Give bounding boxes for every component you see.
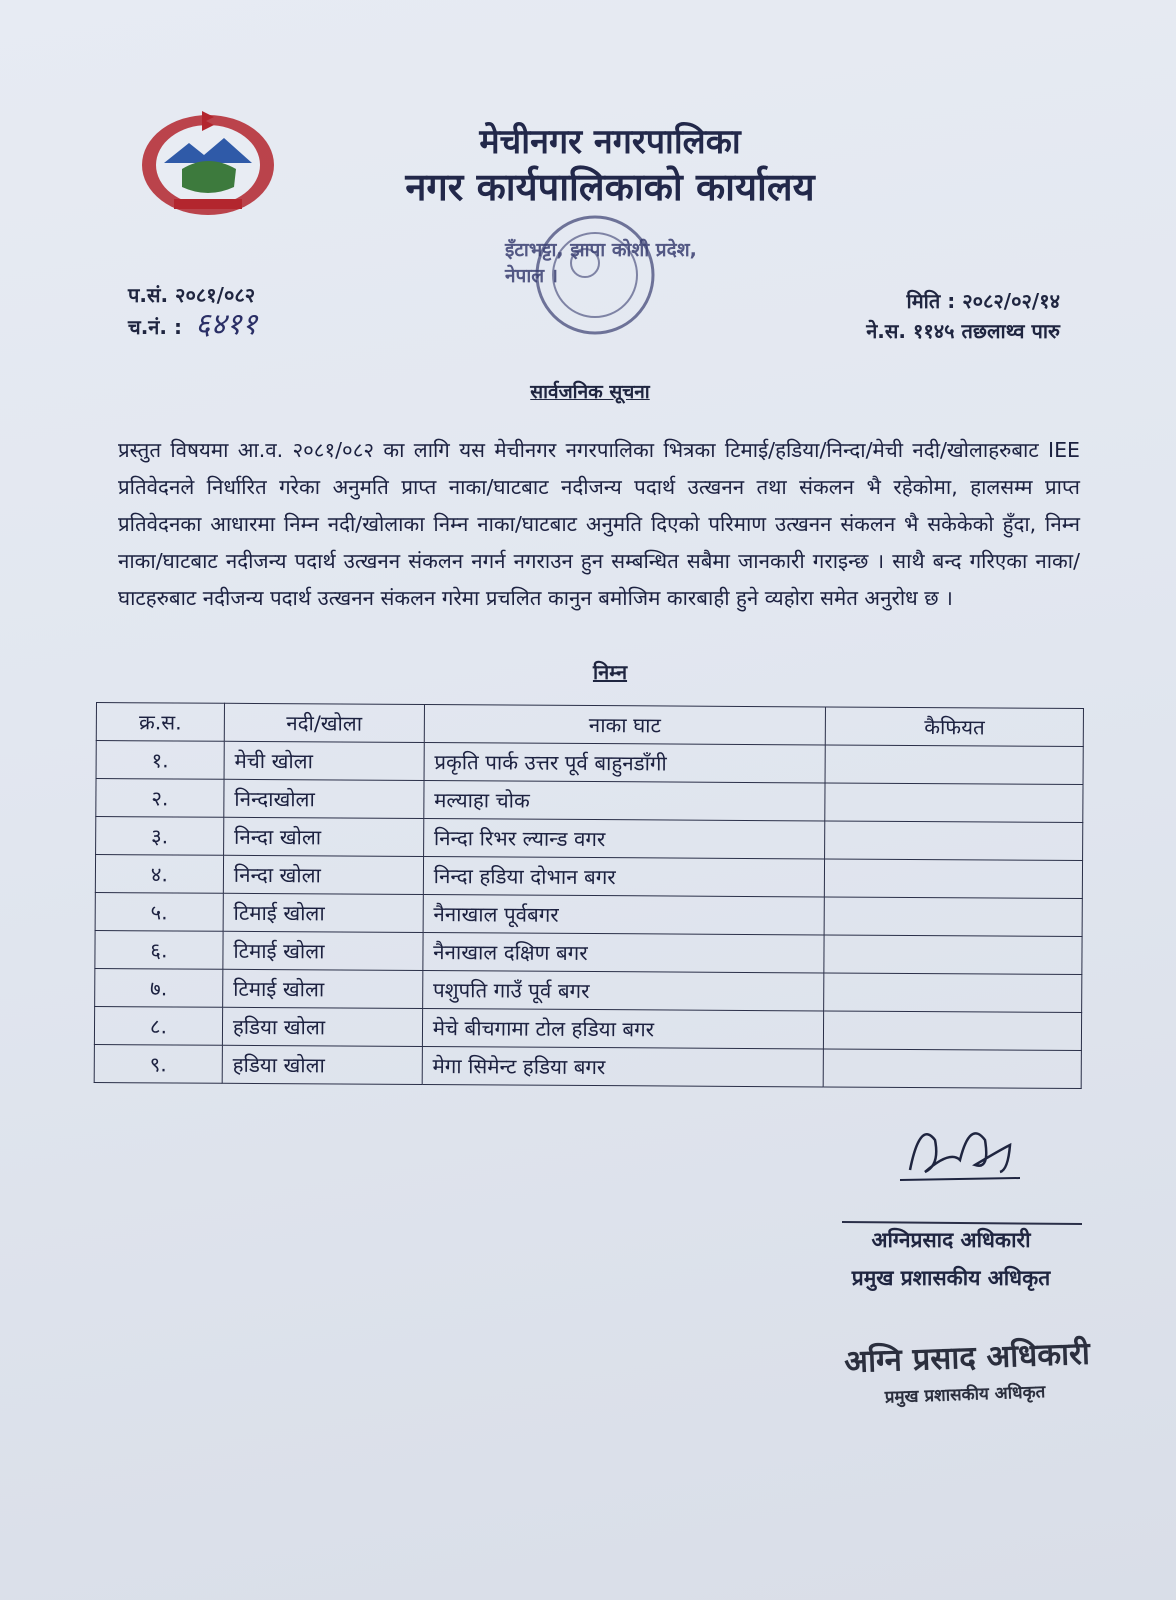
cell-remarks [824,973,1082,1013]
nepal-emblem-icon [134,103,282,223]
cell-river: टिमाई खोला [223,893,423,932]
cn-value: ६४११ [194,307,258,342]
cell-sn: ७. [95,968,223,1007]
cell-ghat: पशुपति गाउँ पूर्व बगर [422,971,824,1011]
cell-river: मेची खोला [224,741,424,780]
table-row [94,1006,1081,1050]
cell-sn: ८. [94,1006,222,1045]
cell-remarks [824,1011,1082,1051]
col-header-river: नदी/खोला [224,703,424,742]
cell-ghat: मल्याहा चोक [424,781,826,821]
miti: मिति : २०८२/०२/१४ [906,289,1060,313]
cell-river: निन्दाखोला [224,779,424,818]
cell-river: निन्दा खोला [223,817,423,856]
cell-ghat: निन्दा रिभर ल्यान्ड वगर [423,819,825,859]
cell-ghat: प्रकृति पार्क उत्तर पूर्व बाहुनडाँगी [424,743,826,783]
list-heading: निम्न [592,660,628,684]
notice-title: सार्वजनिक सूचना [530,381,650,403]
table-row [95,968,1082,1012]
table-row [96,741,1083,785]
seal-title: प्रमुख प्रशासकीय अधिकृत [884,1382,1046,1408]
table-row [96,779,1083,823]
cell-ghat: नैनाखाल पूर्वबगर [423,895,825,935]
signature-line [842,1221,1082,1225]
date-block [800,286,1060,346]
signature-icon [890,1110,1030,1200]
cell-remarks [825,745,1083,785]
cell-sn: २. [96,779,224,818]
ghat-table [94,702,1084,1089]
cell-ghat: नैनाखाल दक्षिण बगर [423,933,825,973]
cn-label: च.नं. : [128,315,182,339]
cell-remarks [824,897,1082,937]
cell-sn: ९. [94,1044,222,1083]
signatory-title: प्रमुख प्रशासकीय अधिकृत [851,1266,1051,1290]
cell-river: टिमाई खोला [223,931,423,970]
cell-remarks [825,821,1083,861]
table-row [95,930,1082,974]
cell-river: निन्दा खोला [223,855,423,894]
col-header-sn: क्र.स. [96,703,224,742]
nepal-sambat-date: ने.स. ११४५ तछलाथ्व पारु [866,319,1060,343]
cell-sn: १. [96,741,224,780]
col-header-remarks: कैफियत [826,707,1084,747]
cell-remarks [825,783,1083,823]
table-header-row [96,703,1083,747]
municipality-name: मेचीनगर नगरपालिका [479,122,741,162]
cell-remarks [823,1049,1081,1089]
table-row [95,892,1082,936]
table-row [94,1044,1081,1088]
cell-sn: ५. [95,892,223,931]
table-row [95,855,1082,899]
cell-remarks [825,859,1083,899]
cell-river: हडिया खोला [222,1045,422,1084]
cell-ghat: निन्दा हडिया दोभान बगर [423,857,825,897]
cell-ghat: मेगा सिमेन्ट हडिया बगर [422,1046,824,1086]
cell-river: टिमाई खोला [223,969,423,1008]
cell-ghat: मेचे बीचगामा टोल हडिया बगर [422,1008,824,1048]
ps-label: प.सं. [128,283,169,307]
reference-block [128,280,257,342]
signatory-name: अग्निप्रसाद अधिकारी [871,1228,1031,1252]
cell-remarks [824,935,1082,975]
cell-sn: ४. [95,855,223,894]
ps-value: २०८१/०८२ [175,283,256,307]
cell-sn: ६. [95,930,223,969]
notice-body: प्रस्तुत विषयमा आ.व. २०८१/०८२ का लागि यस मेचीनगर नगरपालिका भित्रका टिमाई/हडिया/निन्दा/मेची नदी/खोलाहरुबाट IEE प्रतिवेदनले निर्धारित गरेका अनुमति प्राप्त नाका/घाटबाट नदीजन्य पदार्थ उत्खनन तथा संकलन भै रहेकोमा, हालसम्म प्राप्त प्रतिवेदनका आधारमा निम्न नदी/खोलाका निम्न नाका/घाटबाट अनुमति दिएको परिमाण उत्खनन संकलन भै सकेकेको हुँदा, निम्न नाका/घाटबाट नदीजन्य पदार्थ उत्खनन संकलन नगर्न नगराउन हुन सम्बन्धित सबैमा जानकारी गराइन्छ । साथै बन्द गरिएका नाका/घाटहरुबाट नदीजन्य पदार्थ उत्खनन संकलन गरेमा प्रचलित कानुन बमोजिम कारबाही हुने व्यहोरा समेत अनुरोध छ । [118,438,1080,610]
col-header-ghat: नाका घाट [424,705,826,745]
cell-river: हडिया खोला [222,1007,422,1046]
table-row [96,817,1083,861]
office-name: नगर कार्यपालिकाको कार्यालय [405,164,815,209]
seal-name: अग्नि प्रसाद अधिकारी [843,1335,1091,1381]
cell-sn: ३. [96,817,224,856]
ghat-table-wrapper [94,702,1094,1089]
office-address: इँटाभट्टा, झापा कोशी प्रदेश, नेपाल । [505,239,697,287]
